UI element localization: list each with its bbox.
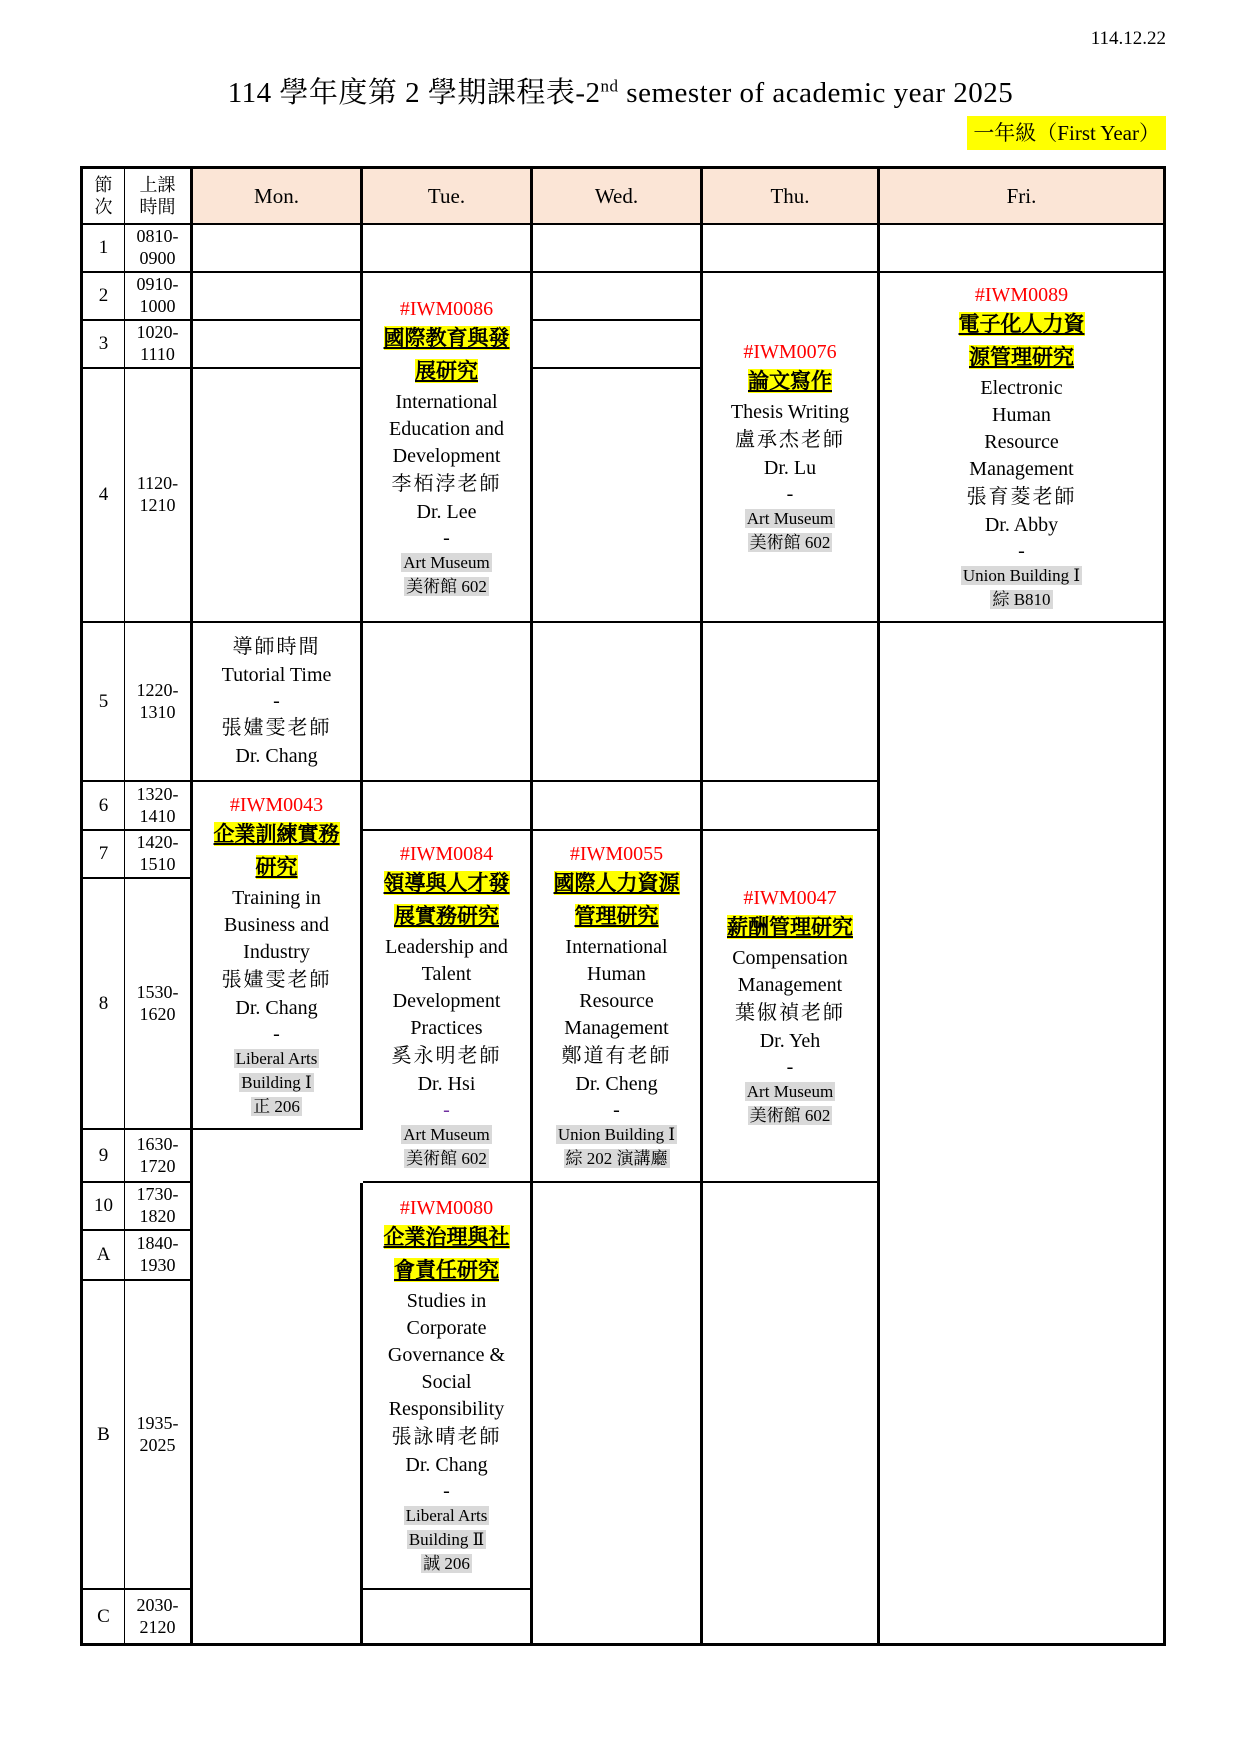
course-location-line: Building Ⅰ [241, 1072, 312, 1092]
course-cell-IWM0055 [533, 831, 703, 1183]
course-title-en-line: Electronic [980, 377, 1063, 399]
course-location-line: 綜 202 演講廳 [565, 1149, 668, 1168]
tutorial-title-zh: 導師時間 [232, 636, 321, 658]
empty-cell-wed-5 [533, 623, 703, 782]
document-date: 114.12.22 [1090, 28, 1166, 49]
empty-cell-wed-1 [533, 225, 703, 273]
course-location-line: 美術館 602 [749, 533, 831, 552]
course-teacher-zh: 盧承杰老師 [735, 429, 845, 451]
empty-cell-mon-1 [193, 225, 363, 273]
course-location-line: 美術館 602 [749, 1105, 831, 1125]
course-title-en-line: Training in [232, 886, 321, 909]
course-teacher-zh: 葉俶禎老師 [735, 1001, 845, 1024]
course-cell-IWM0084 [363, 831, 533, 1183]
course-code: #IWM0076 [743, 341, 837, 363]
header-day-tue: Tue. [363, 169, 533, 225]
period-time-4: 1120- 1210 [125, 369, 193, 623]
empty-cell-thu-1 [703, 225, 880, 273]
period-time-B: 1935- 2025 [125, 1281, 193, 1590]
empty-cell-thu-bottom [703, 1183, 880, 1643]
header-day-wed: Wed. [533, 169, 703, 225]
course-title-zh-line: 展研究 [415, 358, 478, 383]
page-title-ordinal: nd [600, 76, 619, 96]
empty-cell-fri-bottom [880, 623, 1163, 1643]
course-location-line: Art Museum [746, 1081, 834, 1101]
period-time-2: 0910- 1000 [125, 273, 193, 321]
course-title-en-line: Social [421, 1371, 472, 1393]
course-title-en-line: Human [587, 963, 646, 985]
year-level-badge: 一年級（First Year） [967, 116, 1166, 150]
period-label-3: 3 [83, 321, 125, 369]
empty-cell-tue-1 [363, 225, 533, 273]
period-time-9: 1630- 1720 [125, 1130, 193, 1183]
course-title-zh-line: 國際教育與發 [383, 325, 510, 350]
empty-cell-wed-3 [533, 321, 703, 369]
empty-cell-wed-bottom [533, 1183, 703, 1643]
period-time-8: 1530- 1620 [125, 879, 193, 1130]
empty-cell-tue-6 [363, 782, 533, 831]
course-teacher-en: Dr. Chang [235, 996, 318, 1019]
course-title-en-line: Governance & [387, 1344, 506, 1366]
course-title-zh-line: 企業訓練實務 [213, 821, 340, 846]
course-teacher-zh: 鄭道有老師 [561, 1045, 672, 1067]
page-title-en: semester of academic year 2025 [618, 77, 1014, 109]
course-title-en-line: Management [737, 973, 843, 996]
course-location-line: Art Museum [403, 552, 490, 572]
course-teacher-en: Dr. Hsi [417, 1073, 476, 1095]
empty-cell-wed-2 [533, 273, 703, 321]
period-time-A: 1840- 1930 [125, 1231, 193, 1281]
course-teacher-zh: 張詠晴老師 [391, 1426, 502, 1448]
course-separator: - [786, 483, 794, 505]
tutorial-teacher-zh: 張嫿雯老師 [221, 717, 332, 739]
course-code: #IWM0080 [399, 1197, 494, 1219]
course-code: #IWM0043 [229, 793, 324, 816]
course-cell-IWM0043 [193, 782, 363, 1130]
course-location-line: Union Building Ⅰ [962, 566, 1081, 585]
course-title-zh-line: 領導與人才發 [383, 871, 510, 895]
period-label-2: 2 [83, 273, 125, 321]
period-label-B: B [83, 1281, 125, 1590]
period-label-5: 5 [83, 623, 125, 782]
course-title-en-line: Management [564, 1017, 669, 1039]
header-period-column: 節 次 [83, 169, 125, 225]
course-teacher-en: Dr. Chang [405, 1454, 488, 1476]
tutorial-separator: - [273, 690, 280, 712]
page-title-main: 114 學年度第 2 學期課程表-2 [227, 77, 601, 109]
header-day-mon: Mon. [193, 169, 363, 225]
course-code: #IWM0047 [743, 886, 837, 909]
course-title-en-line: Management [969, 458, 1074, 480]
course-title-zh-line: 薪酬管理研究 [727, 914, 853, 939]
course-title-zh-line: 會責任研究 [394, 1258, 499, 1282]
course-teacher-zh: 張育菱老師 [966, 486, 1077, 508]
empty-cell-tue-5 [363, 623, 533, 782]
tutorial-cell-mon-5 [193, 623, 363, 782]
course-code: #IWM0084 [399, 843, 494, 865]
timetable-grid [80, 166, 1166, 1646]
course-teacher-en: Dr. Lee [416, 500, 477, 523]
empty-cell-mon-4 [193, 369, 363, 623]
course-teacher-en: Dr. Abby [984, 514, 1059, 536]
header-day-thu: Thu. [703, 169, 880, 225]
course-location-line: 正 206 [253, 1096, 300, 1116]
tutorial-teacher-en: Dr. Chang [235, 745, 318, 767]
header-day-fri: Fri. [880, 169, 1163, 225]
course-title-en-line: Business and [224, 913, 329, 936]
course-cell-IWM0080 [363, 1183, 533, 1590]
period-label-4: 4 [83, 369, 125, 623]
course-location-line: Art Museum [746, 509, 834, 528]
empty-cell-thu-5 [703, 623, 880, 782]
course-title-zh-line: 展實務研究 [394, 904, 499, 928]
header-time-column: 上課 時間 [125, 169, 193, 225]
course-teacher-zh: 奚永明老師 [391, 1045, 502, 1067]
page-title [0, 70, 1241, 111]
course-title-en-line: Development [392, 444, 501, 467]
course-title-en-line: Thesis Writing [730, 401, 850, 423]
course-location-line: Liberal Arts [405, 1506, 488, 1525]
course-title-en-line: Talent [421, 963, 472, 985]
course-code: #IWM0086 [399, 297, 494, 320]
course-title-en-line: Practices [410, 1017, 483, 1039]
course-code: #IWM0055 [569, 843, 664, 865]
course-title-zh-line: 研究 [255, 854, 298, 879]
course-separator: - [443, 1480, 450, 1502]
course-cell-IWM0076 [703, 273, 880, 623]
course-title-en-line: International [565, 936, 668, 958]
course-separator: - [273, 1022, 280, 1045]
course-title-zh-line: 國際人力資源 [553, 871, 680, 895]
course-cell-IWM0047 [703, 831, 880, 1183]
period-label-7: 7 [83, 831, 125, 879]
course-teacher-zh: 李栢浡老師 [391, 472, 502, 495]
period-time-C: 2030- 2120 [125, 1590, 193, 1643]
course-title-en-line: Leadership and [385, 936, 508, 958]
period-time-3: 1020- 1110 [125, 321, 193, 369]
course-code: #IWM0089 [974, 284, 1069, 306]
empty-cell-mon-3 [193, 321, 363, 369]
course-title-en-line: Corporate [406, 1317, 487, 1339]
course-location-line: 綜 B810 [992, 590, 1051, 609]
course-title-zh-line: 企業治理與社 [383, 1225, 510, 1249]
empty-cell-wed-6 [533, 782, 703, 831]
period-label-1: 1 [83, 225, 125, 273]
course-title-zh-line: 電子化人力資 [958, 312, 1085, 336]
empty-cell-wed-4 [533, 369, 703, 623]
course-separator: - [1018, 540, 1025, 562]
course-separator: - [443, 1099, 450, 1121]
empty-cell-thu-6 [703, 782, 880, 831]
course-title-en-line: Education and [389, 417, 504, 440]
course-title-en-line: Resource [579, 990, 654, 1012]
course-location-line: 美術館 602 [406, 576, 487, 596]
course-separator: - [443, 526, 450, 549]
course-separator: - [786, 1055, 794, 1078]
empty-cell-tue-C [363, 1590, 533, 1643]
course-teacher-en: Dr. Yeh [759, 1029, 821, 1052]
course-separator: - [613, 1099, 620, 1121]
course-teacher-en: Dr. Lu [763, 457, 817, 479]
course-title-en-line: Industry [243, 940, 310, 963]
course-title-en-line: Development [392, 990, 501, 1012]
tutorial-title-en: Tutorial Time [221, 664, 332, 686]
course-cell-IWM0086 [363, 273, 533, 623]
period-label-10: 10 [83, 1183, 125, 1231]
course-location-line: Union Building Ⅰ [557, 1125, 676, 1144]
empty-cell-mon-bottom [193, 1183, 363, 1643]
period-label-8: 8 [83, 879, 125, 1130]
course-title-en-line: Studies in [406, 1290, 487, 1312]
course-title-en-line: Resource [984, 431, 1059, 453]
course-teacher-zh: 張嫿雯老師 [221, 968, 332, 991]
period-label-A: A [83, 1231, 125, 1281]
empty-cell-mon-2 [193, 273, 363, 321]
course-location-line: Building Ⅱ [408, 1530, 485, 1549]
period-label-9: 9 [83, 1130, 125, 1183]
course-location-line: 誠 206 [423, 1554, 470, 1573]
period-label-C: C [83, 1590, 125, 1643]
period-time-5: 1220- 1310 [125, 623, 193, 782]
course-location-line: Liberal Arts [235, 1048, 318, 1068]
course-title-en-line: Responsibility [388, 1398, 505, 1420]
period-time-10: 1730- 1820 [125, 1183, 193, 1231]
course-title-zh-line: 源管理研究 [969, 345, 1074, 369]
period-time-1: 0810- 0900 [125, 225, 193, 273]
period-label-6: 6 [83, 782, 125, 831]
course-title-zh-line: 論文寫作 [748, 369, 832, 393]
period-time-6: 1320- 1410 [125, 782, 193, 831]
course-title-en-line: Compensation [732, 946, 848, 969]
course-location-line: Art Museum [403, 1125, 490, 1144]
empty-cell-fri-1 [880, 225, 1163, 273]
course-teacher-en: Dr. Cheng [575, 1073, 658, 1095]
course-title-en-line: Human [992, 404, 1051, 426]
course-title-en-line: International [395, 390, 498, 413]
course-cell-IWM0089 [880, 273, 1163, 623]
course-location-line: 美術館 602 [406, 1149, 487, 1168]
period-time-7: 1420- 1510 [125, 831, 193, 879]
course-title-zh-line: 管理研究 [574, 904, 659, 928]
